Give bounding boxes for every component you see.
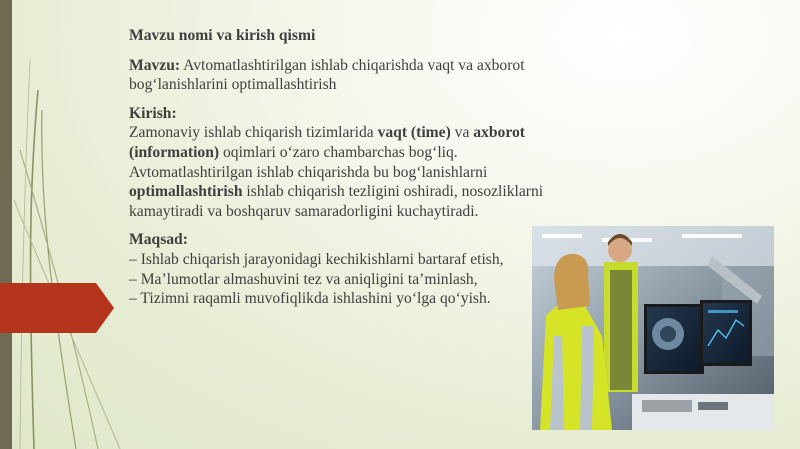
intro-text: ishlab chiqarish tezligini oshiradi, nosozliklarni <box>242 183 544 201</box>
goal-label: Maqsad: <box>129 231 188 249</box>
intro-bold-info: axborot <box>473 124 525 142</box>
intro-text: Avtomatlashtirilgan ishlab chiqarishda bu bog‘lanishlarni <box>129 163 488 181</box>
goal-section <box>129 230 569 308</box>
intro-text: Zamonaviy ishlab chiqarish tizimlarida <box>129 124 378 142</box>
intro-text: oqimlari o‘zaro chambarchas bog‘liq. <box>219 143 458 161</box>
intro-label: Kirish: <box>129 104 177 122</box>
factory-workers-photo <box>532 226 774 430</box>
goal-item: – Ma’lumotlar almashuvini tez va aniqligini ta’minlash, <box>129 270 478 288</box>
decorative-grass-lines <box>0 0 140 449</box>
topic-section <box>129 56 569 95</box>
topic-label: Mavzu: <box>129 56 181 74</box>
intro-section <box>129 104 569 222</box>
topic-text-line2: bog‘lanishlarini optimallashtirish <box>129 76 337 94</box>
goal-item: – Tizimni raqamli muvofiqlikda ishlashini yo‘lga qo‘yish. <box>129 290 491 308</box>
slide-content <box>129 26 569 318</box>
red-accent-tab <box>0 283 114 333</box>
intro-bold-optimize: optimallashtirish <box>129 183 243 201</box>
goal-item: – Ishlab chiqarish jarayonidagi kechikishlarni bartaraf etish, <box>129 250 504 268</box>
topic-text-line1: Avtomatlashtirilgan ishlab chiqarishda vaqt va axborot <box>180 56 525 74</box>
intro-bold-information: (information) <box>129 143 220 161</box>
slide-heading: Mavzu nomi va kirish qismi <box>129 27 316 44</box>
intro-text: kamaytiradi va boshqaruv samaradorligini kuchaytiradi. <box>129 202 479 220</box>
intro-text: va <box>450 124 474 142</box>
intro-bold-time: vaqt (time) <box>377 124 451 142</box>
